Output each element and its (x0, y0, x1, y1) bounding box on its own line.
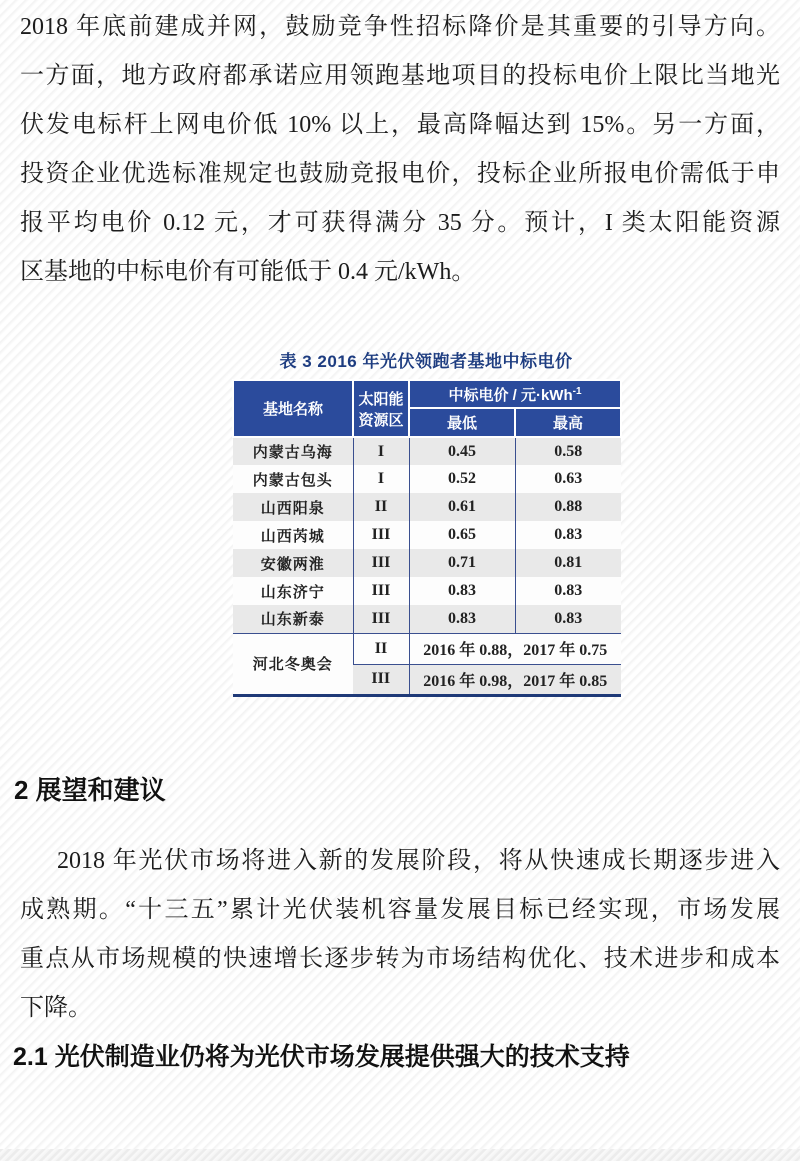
cell-base: 内蒙古包头 (233, 465, 353, 493)
table-row (233, 493, 621, 521)
cell-zone: III (353, 549, 409, 577)
cell-max: 0.83 (515, 605, 621, 633)
table-row (233, 549, 621, 577)
table-row (233, 465, 621, 493)
cell-zone: I (353, 465, 409, 493)
paragraph-1-line: 报平均电价 0.12 元，才可获得满分 35 分。预计，I 类太阳能资源 (20, 210, 780, 236)
cell-zone: I (353, 437, 409, 465)
cell-zone: III (353, 521, 409, 549)
paragraph-2-line: 下降。 (20, 994, 92, 1021)
header-min: 最低 (409, 408, 515, 437)
cell-combined-price: 2016 年 0.88，2017 年 0.75 (409, 633, 621, 664)
paragraph-2-line: 2018 年光伏市场将进入新的发展阶段，将从快速成长期逐步进入 (57, 847, 780, 874)
cell-base: 山东新泰 (233, 605, 353, 633)
page-bottom-texture (0, 1149, 800, 1161)
cell-base: 内蒙古乌海 (233, 437, 353, 465)
cell-base: 山东济宁 (233, 577, 353, 605)
header-max: 最高 (515, 408, 621, 437)
section-2-heading: 2 展望和建议 (14, 774, 166, 805)
table3-caption: 表 3 2016 年光伏领跑者基地中标电价 (279, 352, 573, 371)
cell-min: 0.83 (409, 577, 515, 605)
paragraph-1-line: 伏发电标杆上网电价低 10% 以上，最高降幅达到 15%。另一方面， (20, 112, 780, 138)
cell-zone: III (353, 664, 409, 695)
cell-base: 山西芮城 (233, 521, 353, 549)
cell-max: 0.88 (515, 493, 621, 521)
cell-min: 0.52 (409, 465, 515, 493)
cell-max: 0.81 (515, 549, 621, 577)
header-bid-price-exponent: -1 (572, 385, 582, 397)
cell-zone: II (353, 493, 409, 521)
cell-base: 山西阳泉 (233, 493, 353, 521)
cell-zone: III (353, 577, 409, 605)
table-row (233, 605, 621, 633)
cell-min: 0.61 (409, 493, 515, 521)
table-header-row (233, 380, 621, 408)
table3 (232, 379, 622, 697)
cell-min: 0.65 (409, 521, 515, 549)
cell-base-merged: 河北冬奥会 (233, 633, 353, 695)
cell-zone: II (353, 633, 409, 664)
table3-block (232, 349, 620, 697)
paragraph-1-line: 区基地的中标电价有可能低于 0.4 元/kWh。 (20, 259, 476, 285)
cell-zone: III (353, 605, 409, 633)
cell-max: 0.63 (515, 465, 621, 493)
cell-base: 安徽两淮 (233, 549, 353, 577)
header-bid-price-label: 中标电价 / 元·kWh (448, 386, 573, 404)
header-solar-zone (353, 380, 409, 437)
cell-min: 0.83 (409, 605, 515, 633)
cell-min: 0.45 (409, 437, 515, 465)
paragraph-2-line: 成熟期。“十三五”累计光伏装机容量发展目标已经实现，市场发展 (20, 896, 780, 923)
paragraph-2-line: 重点从市场规模的快速增长逐步转为市场结构优化、技术进步和成本 (20, 945, 780, 972)
table-row (233, 577, 621, 605)
table-row-merged (233, 633, 621, 664)
header-solar-zone-line1: 太阳能 (358, 390, 404, 408)
cell-max: 0.58 (515, 437, 621, 465)
paragraph-1-line: 2018 年底前建成并网，鼓励竞争性招标降价是其重要的引导方向。 (20, 14, 780, 40)
cell-combined-price: 2016 年 0.98，2017 年 0.85 (409, 664, 621, 695)
table-row (233, 521, 621, 549)
paragraph-1-line: 投资企业优选标准规定也鼓励竞报电价，投标企业所报电价需低于申 (20, 161, 780, 187)
header-solar-zone-line2: 资源区 (358, 411, 404, 429)
paragraph-1 (20, 3, 780, 297)
header-bid-price (409, 380, 621, 408)
cell-max: 0.83 (515, 521, 621, 549)
section-2-1-heading: 2.1 光伏制造业仍将为光伏市场发展提供强大的技术支持 (13, 1042, 630, 1071)
cell-max: 0.83 (515, 577, 621, 605)
cell-min: 0.71 (409, 549, 515, 577)
header-base-name: 基地名称 (233, 380, 353, 437)
paragraph-1-line: 一方面，地方政府都承诺应用领跑基地项目的投标电价上限比当地光 (20, 63, 780, 89)
paragraph-2 (20, 837, 780, 1033)
table-row (233, 437, 621, 465)
